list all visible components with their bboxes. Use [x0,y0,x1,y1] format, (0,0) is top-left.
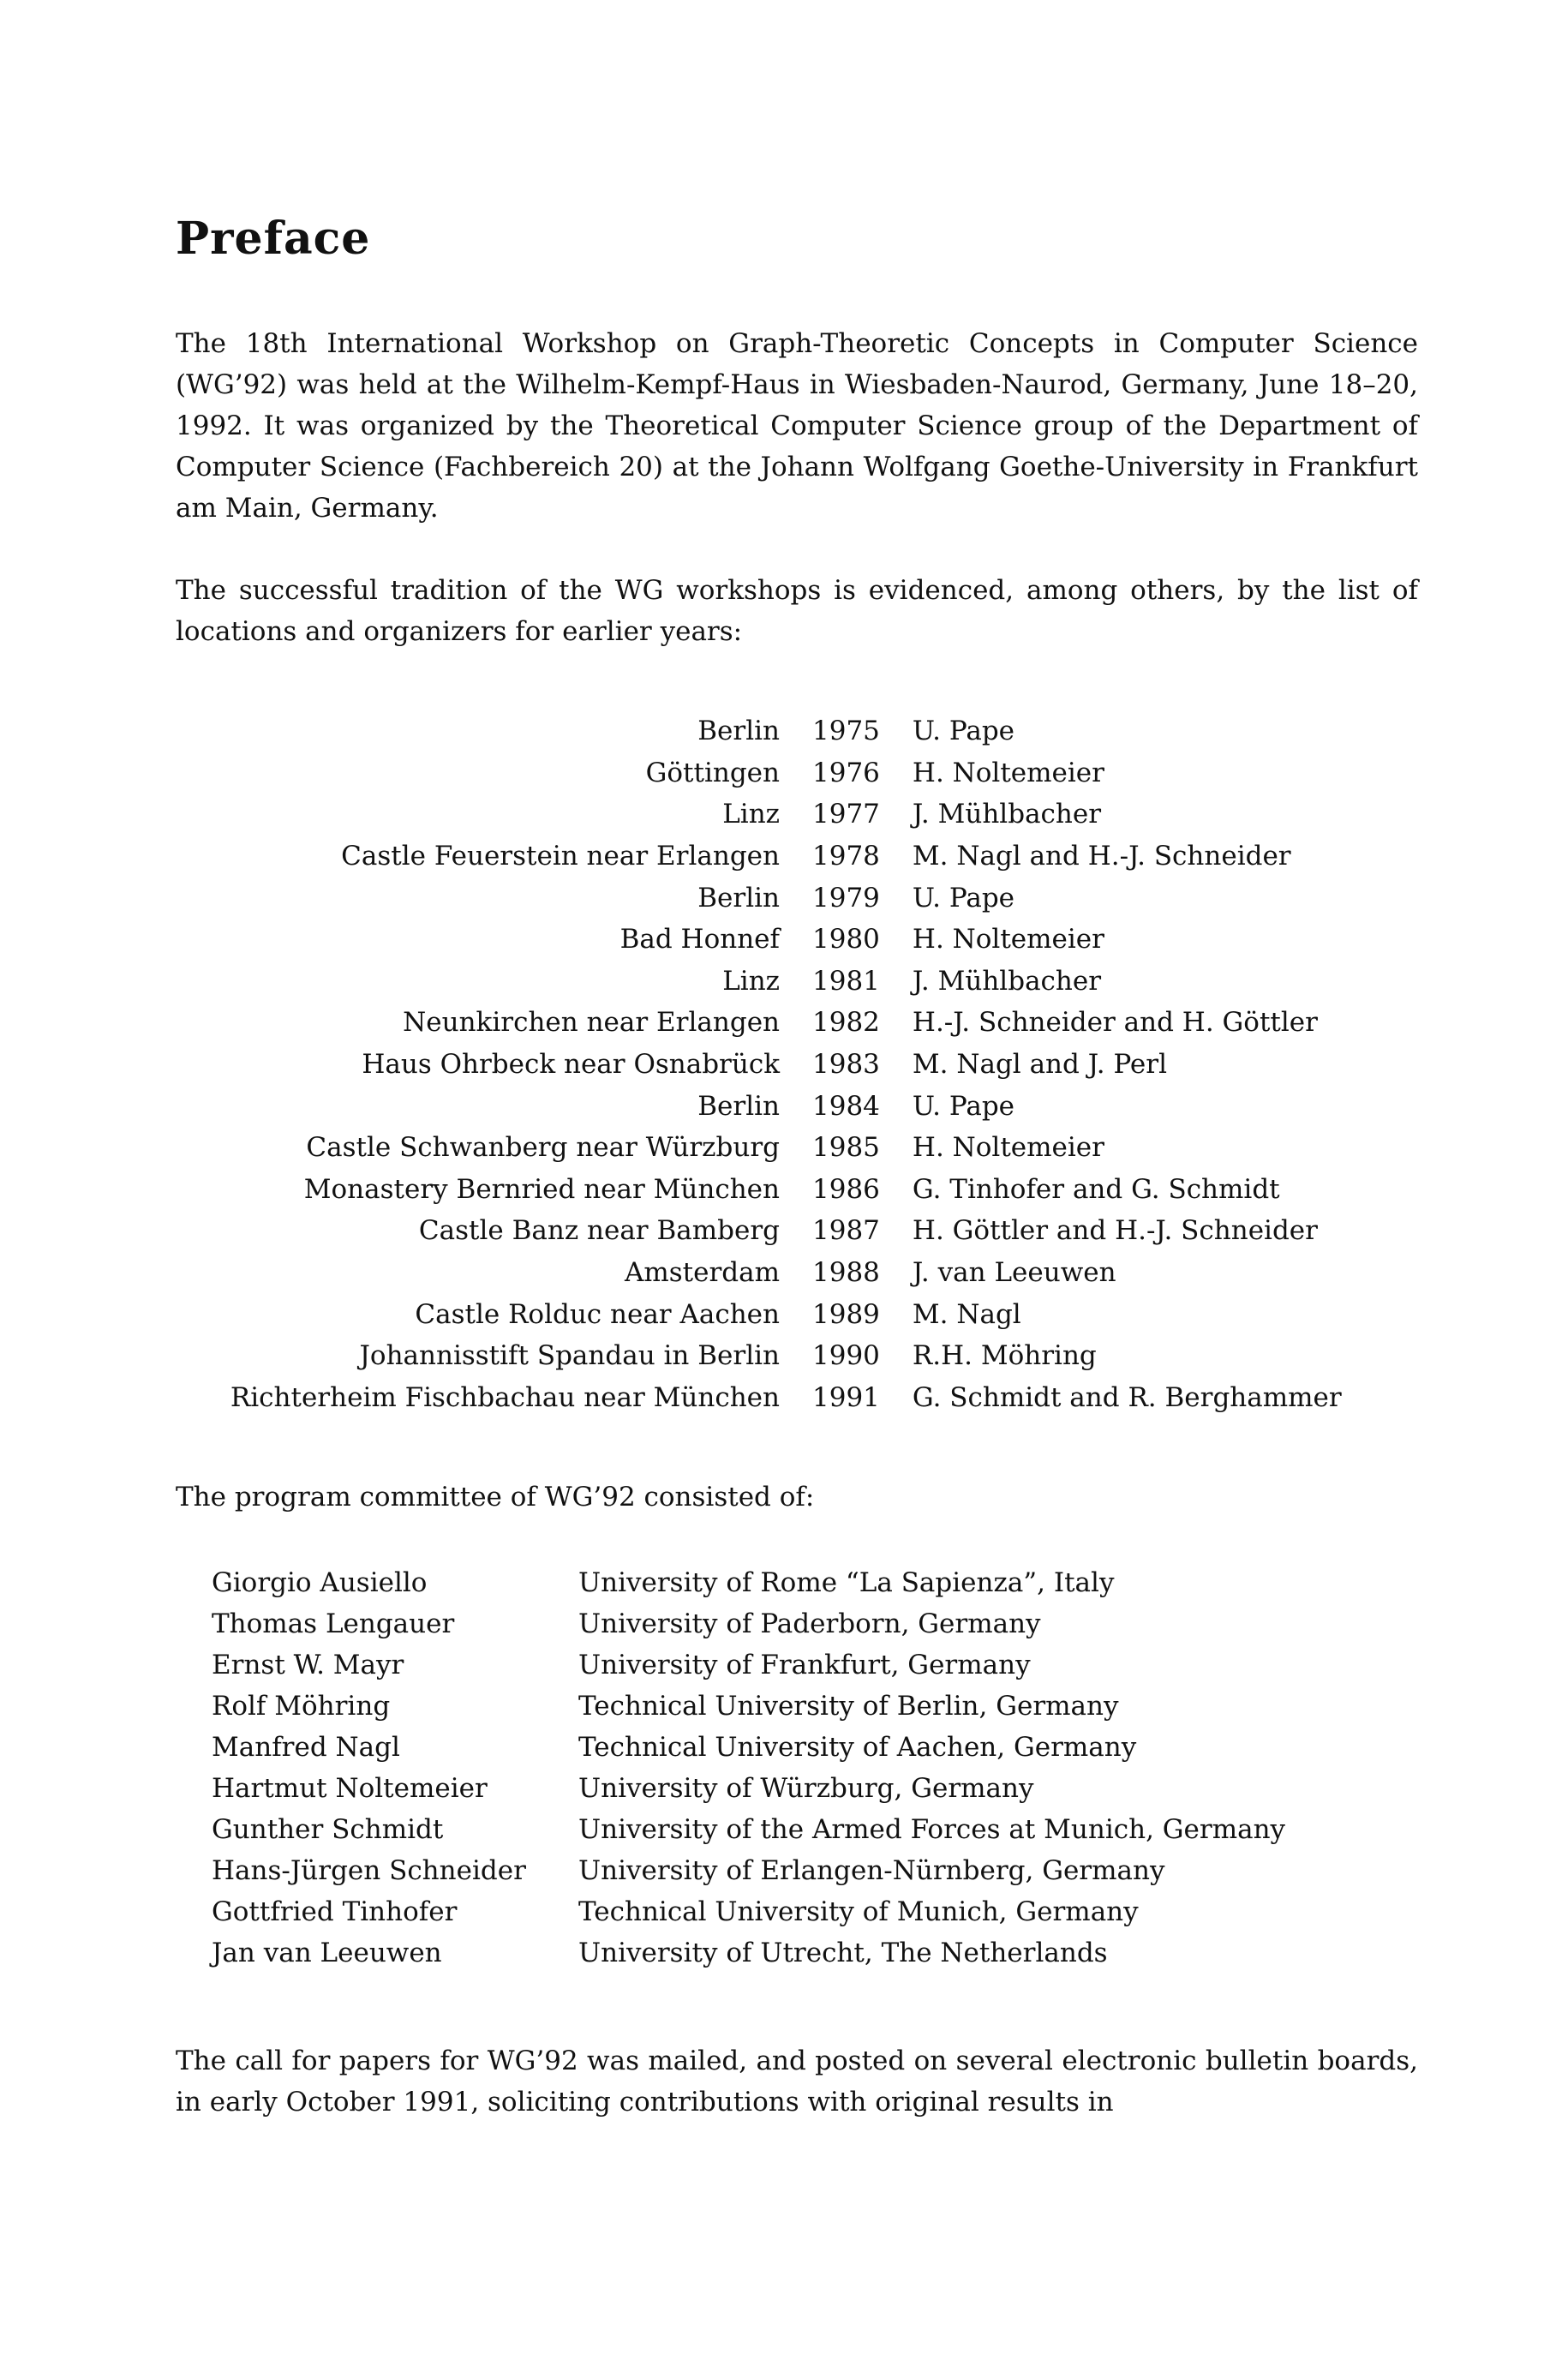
location-organizer: G. Tinhofer and G. Schmidt [912,1173,1280,1205]
location-place: Berlin [697,1090,780,1122]
location-place: Linz [722,965,780,997]
tradition-paragraph: The successful tradition of the WG workshops is evidenced, among others, by the list of locations and organizers for earlier years: [176,575,1418,648]
location-organizer: U. Pape [912,882,1015,913]
committee-table-body [212,1562,1285,1974]
location-place: Monastery Bernried near München [303,1173,780,1205]
location-place: Johannisstift Spandau in Berlin [359,1340,780,1372]
location-row [180,878,1342,919]
call-for-papers-paragraph: The call for papers for WG’92 was mailed, and posted on several electronic bulletin boards, in early October 1991, soliciting contributions with original results in [176,2046,1418,2118]
location-year: 1981 [812,965,880,997]
location-row [180,836,1342,878]
location-row [180,919,1342,961]
location-organizer: H. Noltemeier [912,1132,1104,1164]
committee-member-name: Gottfried Tinhofer [212,1896,458,1928]
location-year: 1986 [812,1173,880,1205]
location-place: Berlin [697,882,780,913]
committee-member-affiliation: Technical University of Aachen, Germany [578,1732,1137,1764]
committee-row [212,1932,1285,1974]
location-place: Göttingen [645,757,780,788]
location-row [180,1294,1342,1336]
location-organizer: J. Mühlbacher [912,965,1102,997]
committee-row [212,1891,1285,1932]
location-place: Linz [722,799,780,830]
intro-paragraph: The 18th International Workshop on Graph-Theoretic Concepts in Computer Science (WG’92) was held at the Wilhelm-Kempf-Haus in Wiesbaden-Naurod, Germany, June 18–20, 1992. It was organized by the Theoretical Computer Science group of the Department of Computer Science (Fachbereich 20) at the Johann Wolfgang Goethe-University in Frankfurt am Main, Germany. [176,328,1418,524]
committee-member-affiliation: University of Erlangen-Nürnberg, Germany [578,1855,1165,1887]
committee-row [212,1562,1285,1603]
page [176,214,1418,2123]
location-place: Bad Honnef [619,924,780,955]
location-year: 1988 [812,1256,880,1288]
locations-table [180,710,1342,1418]
committee-member-name: Thomas Lengauer [212,1608,455,1640]
committee-row [212,1727,1285,1768]
committee-row [212,1603,1285,1644]
location-year: 1975 [812,716,880,747]
location-organizer: R.H. Möhring [912,1340,1097,1372]
location-year: 1991 [812,1381,880,1413]
committee-member-name: Ernst W. Mayr [212,1650,404,1681]
page-title: Preface [176,213,371,265]
committee-row [212,1768,1285,1809]
committee-row [212,1850,1285,1891]
location-row [180,1169,1342,1211]
location-organizer: M. Nagl and H.-J. Schneider [912,840,1291,872]
location-row [180,794,1342,836]
location-organizer: H. Noltemeier [912,757,1104,788]
location-row [180,1086,1342,1128]
location-organizer: G. Schmidt and R. Berghammer [912,1381,1342,1413]
location-organizer: H. Göttler and H.-J. Schneider [912,1215,1318,1247]
location-place: Neunkirchen near Erlangen [403,1007,780,1039]
location-year: 1990 [812,1340,880,1372]
location-row [180,1335,1342,1377]
location-place: Castle Rolduc near Aachen [415,1298,780,1330]
location-year: 1979 [812,882,880,913]
location-row [180,1252,1342,1294]
location-year: 1982 [812,1007,880,1039]
location-place: Castle Feuerstein near Erlangen [341,840,780,872]
committee-row [212,1686,1285,1727]
committee-member-affiliation: University of Würzburg, Germany [578,1773,1034,1805]
location-row [180,752,1342,794]
location-year: 1976 [812,757,880,788]
committee-member-name: Hans-Jürgen Schneider [212,1855,526,1887]
location-year: 1980 [812,924,880,955]
committee-member-affiliation: Technical University of Berlin, Germany [578,1691,1119,1722]
location-year: 1987 [812,1215,880,1247]
location-year: 1984 [812,1090,880,1122]
committee-member-affiliation: Technical University of Munich, Germany [578,1896,1139,1928]
location-organizer: H.-J. Schneider and H. Göttler [912,1007,1318,1039]
location-organizer: J. Mühlbacher [912,799,1102,830]
location-organizer: H. Noltemeier [912,924,1104,955]
location-year: 1978 [812,840,880,872]
committee-member-name: Hartmut Noltemeier [212,1773,488,1805]
location-year: 1983 [812,1048,880,1080]
locations-table-body [180,710,1342,1418]
location-row [180,961,1342,1003]
location-row [180,1210,1342,1252]
location-row [180,1044,1342,1086]
committee-row [212,1809,1285,1850]
location-place: Castle Schwanberg near Würzburg [306,1132,780,1164]
location-year: 1989 [812,1298,880,1330]
location-row [180,710,1342,752]
committee-row [212,1644,1285,1686]
location-organizer: M. Nagl and J. Perl [912,1048,1167,1080]
location-year: 1977 [812,799,880,830]
location-year: 1985 [812,1132,880,1164]
location-row [180,1127,1342,1169]
committee-member-name: Jan van Leeuwen [212,1938,442,1969]
location-place: Berlin [697,716,780,747]
committee-member-name: Giorgio Ausiello [212,1567,428,1599]
location-organizer: J. van Leeuwen [912,1256,1116,1288]
location-row [180,1002,1342,1044]
location-organizer: U. Pape [912,716,1015,747]
committee-member-name: Manfred Nagl [212,1732,400,1764]
location-place: Richterheim Fischbachau near München [230,1381,780,1413]
committee-member-affiliation: University of Rome “La Sapienza”, Italy [578,1567,1115,1599]
location-row [180,1377,1342,1419]
committee-member-affiliation: University of Frankfurt, Germany [578,1650,1031,1681]
committee-member-affiliation: University of Utrecht, The Netherlands [578,1938,1108,1969]
committee-member-affiliation: University of Paderborn, Germany [578,1608,1041,1640]
committee-table [212,1562,1285,1974]
location-organizer: M. Nagl [912,1298,1021,1330]
location-place: Haus Ohrbeck near Osnabrück [362,1048,780,1080]
committee-member-affiliation: University of the Armed Forces at Munich, Germany [578,1814,1286,1846]
location-place: Amsterdam [624,1256,780,1288]
committee-intro-paragraph: The program committee of WG’92 consisted of: [176,1482,815,1513]
committee-member-name: Rolf Möhring [212,1691,391,1722]
location-organizer: U. Pape [912,1090,1015,1122]
committee-member-name: Gunther Schmidt [212,1814,444,1846]
location-place: Castle Banz near Bamberg [418,1215,780,1247]
